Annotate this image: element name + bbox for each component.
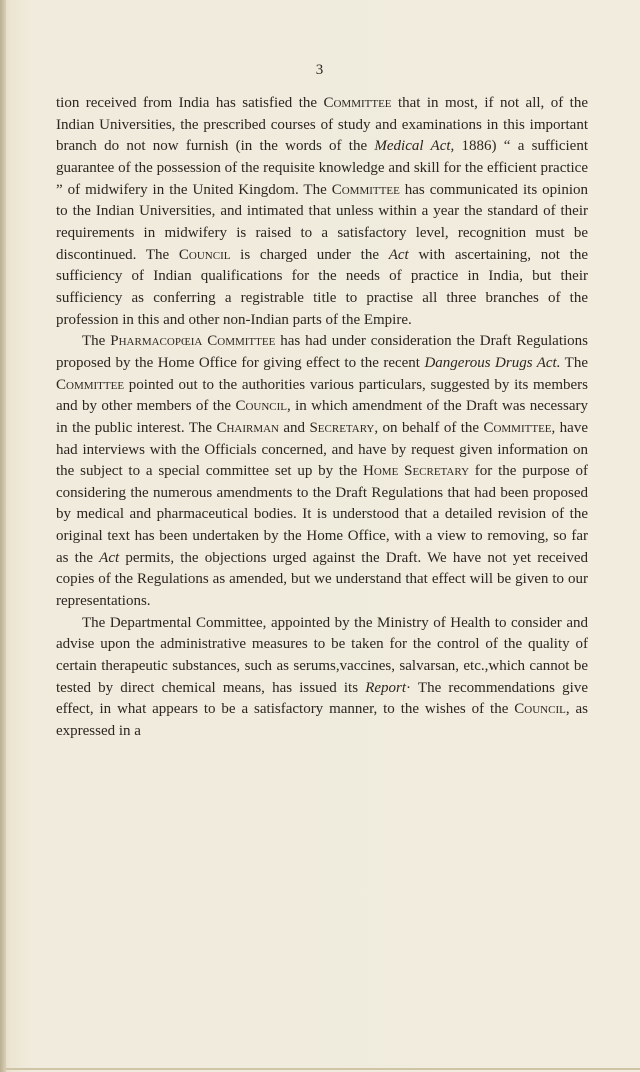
small-caps-term: Home Secretary <box>363 463 470 480</box>
small-caps-term: Committee <box>483 419 552 436</box>
text-run: has communicated its opinion to the Indian Universities, and intimated that unless within a year the standard of their requirements in midwifery is raised to a satisfactory level, recognition must be discontinued. The <box>56 181 589 263</box>
small-caps-term: Pharmacopœia Committee <box>110 333 276 350</box>
text-run: and <box>279 419 310 436</box>
paragraph-2 <box>56 331 588 613</box>
text-run: that in most, if not all, of the Indian Universities, the prescribed courses of study and examinations in this important branch do not now furnish (in the words of the <box>56 95 588 155</box>
small-caps-term: Secretary <box>309 419 375 436</box>
small-caps-term: Chairman <box>216 419 279 436</box>
small-caps-term: Committee <box>323 95 392 111</box>
paragraph-3 <box>56 613 588 743</box>
italic-term: Act <box>99 549 120 566</box>
page-number: 3 <box>315 62 325 78</box>
page-bottom-edge <box>6 1068 640 1070</box>
text-run: , on behalf of the <box>374 419 484 436</box>
italic-term: Medical Act, <box>374 138 455 155</box>
text-run: The <box>560 354 588 371</box>
text-run: pointed out to the authorities various particulars, suggested by its members and by other members of the <box>56 376 588 415</box>
text-run: is charged under the <box>230 246 389 263</box>
italic-term: Act <box>388 246 409 263</box>
text-run: 1886) “ a sufficient guarantee of the possession of the requisite knowledge and skill for the efficient practice ” of midwifery in the United Kingdom. The <box>56 138 588 198</box>
body-text <box>56 93 588 743</box>
text-run: for the purpose of considering the numerous amendments to the Draft Regulations that had been proposed by medical and pharmaceutical bodies. It is understood that a detailed revision of the original text has been undertaken by the Home Office, with a view to removing, so far as the <box>56 463 588 566</box>
small-caps-term: Council <box>514 701 566 718</box>
text-run: permits, the objections urged against the Draft. We have not yet received copies of the Regulations as amended, but we understand that effect will be given to our representations. <box>56 549 588 610</box>
text-run: The Departmental Committee, appointed by the Ministry of Health to consider and advise upon the administrative measures to be taken for the control of the quality of certain therapeutic substances, such as serums,vaccines, salvarsan, etc.,which cannot be tested by direct chemical means, has issued its <box>56 614 588 696</box>
small-caps-term: Council <box>235 398 287 415</box>
italic-term: Dangerous Drugs Act. <box>424 354 561 371</box>
small-caps-term: Committee <box>56 376 125 393</box>
text-run: , have had interviews with the Officials concerned, and have by request given information on the subject to a special committee set up by the <box>56 419 588 480</box>
italic-term: Report <box>365 679 407 696</box>
binding-edge <box>0 0 6 1072</box>
text-run: The <box>82 333 111 350</box>
paragraph-1 <box>56 93 588 331</box>
text-run: · The recommendations give effect, in what appears to be a satisfactory manner, to the wishes of the <box>56 679 588 718</box>
small-caps-term: Council <box>178 246 231 263</box>
small-caps-term: Committee <box>331 181 400 198</box>
text-run: tion received from India has satisfied the <box>56 95 324 111</box>
text-run: with ascertaining, not the sufficiency of Indian qualifications for the needs of practice in India, but their sufficiency as conferring a registrable title to practise all three branches of the profession in this and other non-Indian parts of the Empire. <box>56 246 588 328</box>
text-run: , as expressed in a <box>56 701 588 740</box>
text-run: , in which amendment of the Draft was necessary in the public interest. The <box>56 398 589 436</box>
text-run: has had under consideration the Draft Regulations proposed by the Home Office for giving effect to the recent <box>56 333 589 371</box>
